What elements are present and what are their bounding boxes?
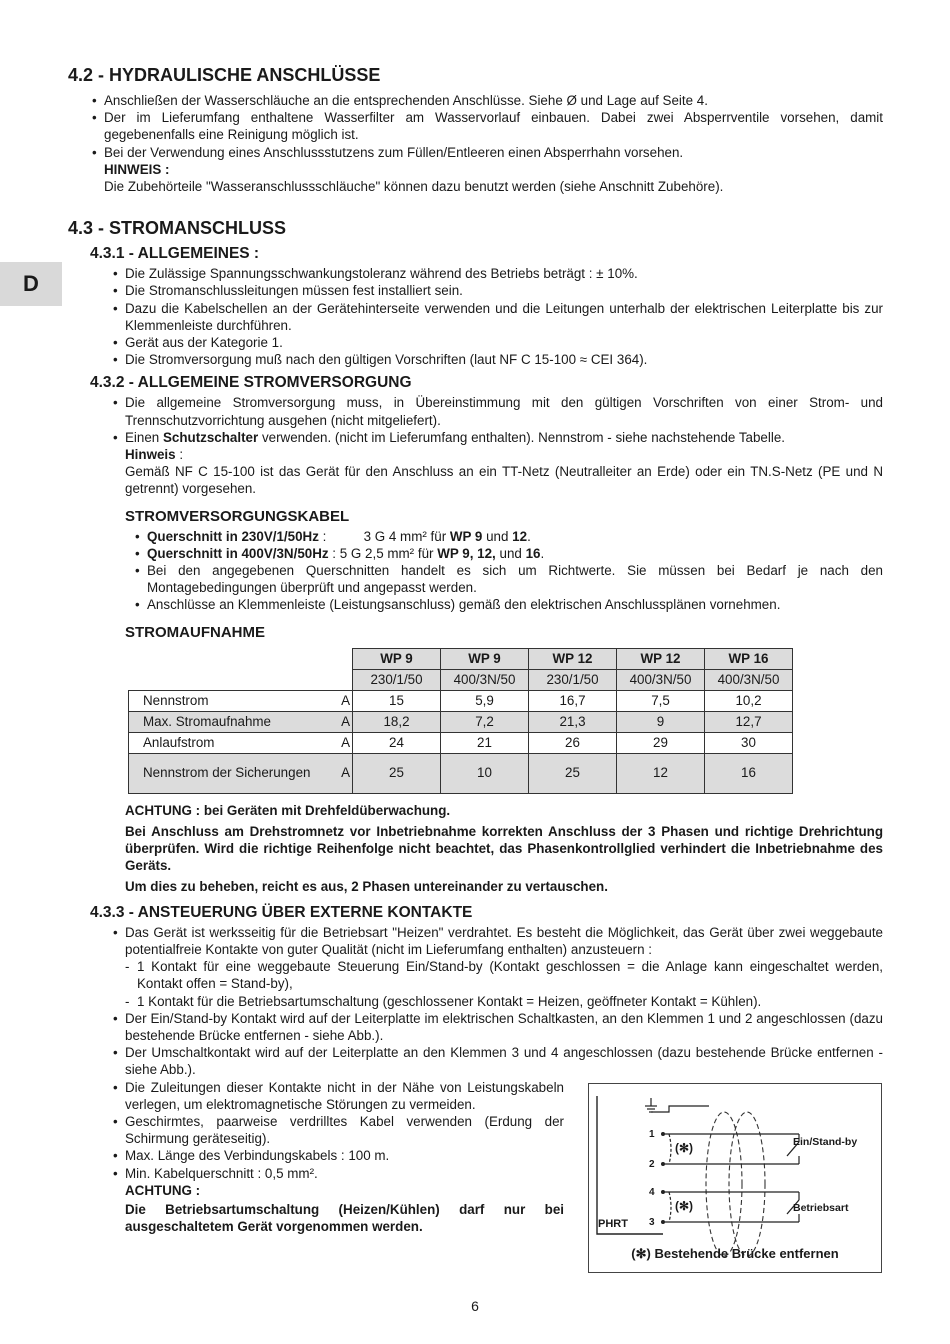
table-cell: 12: [617, 753, 705, 793]
terminal-4: [661, 1190, 665, 1194]
note-text: Die Zubehörteile "Wasseranschlussschläuche" können dazu benutzt werden (siehe Anschnitt Zubehöre).: [104, 179, 724, 195]
hint-text: Gemäß NF C 15-100 ist das Gerät für den Anschluss an ein TT-Netz (Neutralleiter an Erde) oder ein TN.S-Netz (PE und N getrennt) vorgesehen.: [125, 464, 883, 497]
left-column: [68, 1079, 564, 1236]
section-4-2-title: 4.2 - HYDRAULISCHE ANSCHLÜSSE: [68, 65, 381, 85]
table-cell: 30: [705, 732, 793, 753]
current-table: [128, 648, 793, 794]
list-item: • Die Stromanschlussleitungen müssen fest installiert sein.: [111, 282, 883, 299]
list-item: • Der Umschaltkontakt wird auf der Leiterplatte an den Klemmen 3 und 4 angeschlossen (dazu bestehende Brücke entfernen - siehe Abb.).: [111, 1044, 883, 1078]
text-fragment-bold: WP 9, 12,: [437, 545, 496, 561]
row-label: Anlaufstrom: [129, 732, 325, 753]
table-row: [129, 711, 793, 732]
text-fragment-bold: Querschnitt in 230V/1/50Hz: [147, 528, 319, 544]
earth-icon: [645, 1098, 657, 1112]
list-item: • Die allgemeine Stromversorgung muss, in Übereinstimmung mit den gültigen Vorschriften von einer Strom- und Trennschutzvorrichtung ausgehen (nicht mitgeliefert).: [111, 394, 883, 428]
section-4-3-1-list: [111, 265, 883, 368]
wiring-diagram: [588, 1083, 882, 1273]
table-cell: 24: [353, 732, 441, 753]
text-fragment: .: [527, 528, 531, 544]
section-4-3-3-list: [111, 924, 883, 1079]
hint-title: [125, 446, 883, 463]
section-4-3-2-list: [111, 394, 883, 446]
table-cell: 26: [529, 732, 617, 753]
current-title: STROMAUFNAHME: [125, 623, 265, 641]
language-tab: D: [0, 262, 62, 306]
table-subheader-cell: 400/3N/50: [705, 669, 793, 690]
list-item: • Die Zulässige Spannungsschwankungstoleranz während des Betriebs beträgt : ± 10%.: [111, 265, 883, 282]
table-cell: 10,2: [705, 690, 793, 711]
warning-title: ACHTUNG : bei Geräten mit Drehfeldüberwachung.: [125, 802, 451, 818]
list-item: [111, 924, 883, 1010]
table-header-cell: WP 9: [441, 648, 529, 669]
row-unit: A: [325, 753, 353, 793]
text-fragment: : 5 G 2,5 mm² für: [328, 545, 438, 561]
terminal-3: [661, 1220, 665, 1224]
text-fragment: .: [540, 545, 545, 561]
bridge-2: [669, 1192, 671, 1222]
table-subheader-cell: 230/1/50: [529, 669, 617, 690]
row-unit: A: [325, 711, 353, 732]
row-label: Max. Stromaufnahme: [129, 711, 325, 732]
terminal-label: 4: [649, 1186, 655, 1198]
note-title: HINWEIS :: [104, 161, 170, 177]
table-cell: 25: [353, 753, 441, 793]
text-fragment: Das Gerät ist werksseitig für die Betriebsart "Heizen" verdrahtet. Es besteht die Möglichkeit, das Gerät über zwei weggebaute potentialfreie Kontakte von guter Qualität (nicht im Lieferumfang enthalten) anzusteuern :: [125, 924, 883, 957]
text-fragment: und: [495, 545, 526, 561]
list-item: • Der im Lieferumfang enthaltene Wasserfilter am Wasservorlauf einbauen. Dabei zwei Absperrventile vorsehen, damit gegebenenfalls eine Reinigung möglich ist.: [90, 109, 883, 143]
list-item: [111, 429, 883, 446]
dash-list: [111, 958, 883, 1010]
diagram-caption: (✻) Bestehende Brücke entfernen: [631, 1245, 839, 1261]
row-label: Nennstrom: [129, 690, 325, 711]
text-fragment-bold: 12: [512, 528, 528, 544]
list-item: - 1 Kontakt für die Betriebsartumschaltung (geschlossener Kontakt = Heizen, geöffneter Kontakt = Kühlen).: [111, 993, 883, 1010]
table-corner: [129, 648, 353, 669]
list-item: • Die Stromversorgung muß nach den gültigen Vorschriften (laut NF C 15-100 ≈ CEI 364).: [111, 351, 883, 368]
list-item: • Die Zuleitungen dieser Kontakte nicht in der Nähe von Leistungskabeln verlegen, um elektromagnetische Störungen zu vermeiden.: [111, 1079, 564, 1113]
table-subheader-cell: 230/1/50: [353, 669, 441, 690]
two-column-block: [68, 1079, 883, 1261]
row-unit: A: [325, 732, 353, 753]
table-header-row: [129, 648, 793, 669]
page-number: 6: [471, 1298, 479, 1314]
table-cell: 25: [529, 753, 617, 793]
table-cell: 21,3: [529, 711, 617, 732]
terminal-label: 2: [649, 1158, 655, 1170]
earth-wire: [651, 1106, 709, 1112]
section-4-3-2-title: 4.3.2 - ALLGEMEINE STROMVERSORGUNG: [90, 374, 412, 392]
table-cell: 16: [705, 753, 793, 793]
table-cell: 10: [441, 753, 529, 793]
table-cell: 9: [617, 711, 705, 732]
row-label: Nennstrom der Sicherungen: [129, 753, 325, 793]
table-row: [129, 753, 793, 793]
terminal-label: 3: [649, 1216, 655, 1228]
contact-label: Ein/Stand-by: [793, 1135, 858, 1148]
list-item: [133, 528, 883, 545]
page-content: [68, 62, 883, 1261]
text-fragment-bold: WP 9: [449, 528, 483, 544]
cable-notes-list: [111, 1079, 564, 1182]
list-item: • Der Ein/Stand-by Kontakt wird auf der Leiterplatte im elektrischen Schaltkasten, an den Klemmen 1 und 2 angeschlossen (dazu bestehende Brücke entfernen - siehe Abb.).: [111, 1010, 883, 1044]
table-subheader-cell: 400/3N/50: [617, 669, 705, 690]
table-cell: 15: [353, 690, 441, 711]
switch-warning-text: Die Betriebsartumschaltung (Heizen/Kühlen) darf nur bei ausgeschaltetem Gerät vorgenommen werden.: [125, 1201, 564, 1235]
table-cell: 16,7: [529, 690, 617, 711]
list-item: • Max. Länge des Verbindungskabels : 100 m.: [111, 1147, 564, 1164]
list-item: • Gerät aus der Kategorie 1.: [111, 334, 883, 351]
section-4-3-1-title: 4.3.1 - ALLGEMEINES :: [90, 245, 260, 263]
cable-list: [133, 528, 883, 614]
bridge-1: [669, 1134, 671, 1164]
contact-label: Betriebsart: [793, 1201, 849, 1214]
table-cell: 7,2: [441, 711, 529, 732]
table-header-cell: WP 16: [705, 648, 793, 669]
row-unit: A: [325, 690, 353, 711]
text-fragment: verwenden. (nicht im Lieferumfang enthalten). Nennstrom - siehe nachstehende Tabelle.: [258, 429, 785, 445]
text-fragment-bold: Querschnitt in 400V/3N/50Hz: [147, 545, 329, 561]
text-fragment-bold: Schutzschalter: [162, 429, 259, 445]
bridge-mark: (✻): [675, 1198, 694, 1213]
table-cell: 7,5: [617, 690, 705, 711]
warning-text: Um dies zu beheben, reicht es aus, 2 Phasen untereinander zu vertauschen.: [125, 879, 608, 895]
list-item: • Anschlüsse an Klemmenleiste (Leistungsanschluss) gemäß den elektrischen Anschlussplänen vornehmen.: [133, 596, 883, 613]
text-fragment-bold: 16: [525, 545, 541, 561]
section-4-3-title: 4.3 - STROMANSCHLUSS: [68, 218, 287, 239]
table-header-cell: WP 12: [617, 648, 705, 669]
text-fragment: Einen: [125, 429, 163, 445]
switch-warning-title: ACHTUNG :: [125, 1182, 201, 1198]
hint-colon: :: [175, 447, 184, 463]
text-fragment: : 3 G 4 mm² für: [318, 528, 450, 544]
table-header-cell: WP 9: [353, 648, 441, 669]
table-header-cell: WP 12: [529, 648, 617, 669]
list-item: • Bei der Verwendung eines Anschlussstutzens zum Füllen/Entleeren einen Absperrhahn vorsehen.: [90, 144, 883, 161]
list-item: • Geschirmtes, paarweise verdrilltes Kabel verwenden (Erdung der Schirmung geräteseitig).: [111, 1113, 564, 1147]
table-cell: 29: [617, 732, 705, 753]
table-cell: 21: [441, 732, 529, 753]
table-corner: [129, 669, 353, 690]
section-4-2-list: [90, 92, 883, 161]
list-item: • Min. Kabelquerschnitt : 0,5 mm².: [111, 1165, 564, 1182]
table-cell: 12,7: [705, 711, 793, 732]
table-cell: 5,9: [441, 690, 529, 711]
table-subheader-cell: 400/3N/50: [441, 669, 529, 690]
hint-title-text: Hinweis: [125, 447, 176, 463]
table-cell: 18,2: [353, 711, 441, 732]
terminal-2: [661, 1162, 665, 1166]
section-4-3-3-title: 4.3.3 - ANSTEUERUNG ÜBER EXTERNE KONTAKTE: [90, 903, 473, 921]
board-label: PHRT: [598, 1217, 628, 1230]
table-subheader-row: [129, 669, 793, 690]
warning-text: Bei Anschluss am Drehstromnetz vor Inbetriebnahme korrekten Anschluss der 3 Phasen und richtige Drehrichtung überprüfen. Wird die richtige Reihenfolge nicht beachtet, das Phasenkontrollglied verhindert die Inbetriebnahme des Geräts.: [125, 823, 883, 874]
table-row: [129, 732, 793, 753]
list-item: - 1 Kontakt für eine weggebaute Steuerung Ein/Stand-by (Kontakt geschlossen = die Anlage kann eingeschaltet werden, Kontakt offen = Stand-by),: [111, 958, 883, 992]
cable-title: STROMVERSORGUNGSKABEL: [125, 507, 350, 525]
terminal-label: 1: [649, 1128, 655, 1140]
terminal-1: [661, 1132, 665, 1136]
list-item: • Anschließen der Wasserschläuche an die entsprechenden Anschlüsse. Siehe Ø und Lage auf Seite 4.: [90, 92, 883, 109]
text-fragment: und: [482, 528, 513, 544]
table-row: [129, 690, 793, 711]
bridge-mark: (✻): [675, 1140, 694, 1155]
list-item: • Bei den angegebenen Querschnitten handelt es sich um Richtwerte. Sie müssen bei Bedarf je nach den Montagebedingungen überprüft und angepasst werden.: [133, 562, 883, 596]
list-item: [133, 545, 883, 562]
list-item: • Dazu die Kabelschellen an der Gerätehinterseite verwenden und die Leitungen unterhalb der elektrischen Leiterplatte bis zur Klemmenleiste durchführen.: [111, 300, 883, 334]
